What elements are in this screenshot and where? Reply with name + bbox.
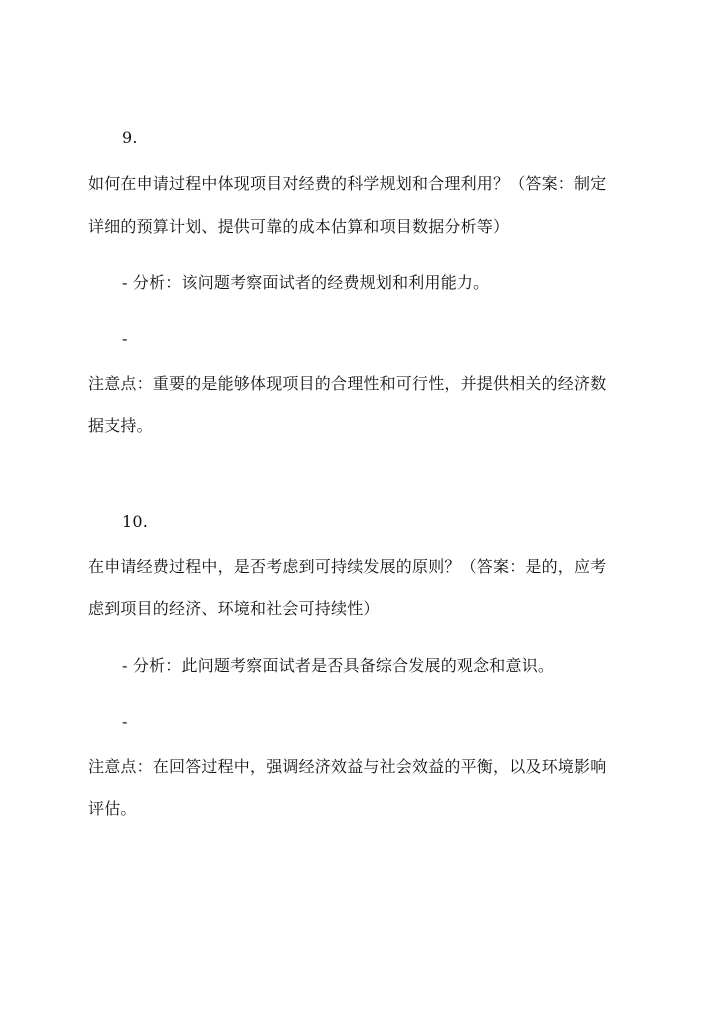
analysis-text: - 分析：该问题考察面试者的经费规划和利用能力。 bbox=[122, 273, 490, 292]
question-number: 10. bbox=[122, 512, 149, 531]
note-text-line: 据支持。 bbox=[88, 416, 153, 435]
question-text-line: 如何在申请过程中体现项目对经费的科学规划和合理利用？（答案：制定 bbox=[88, 174, 607, 193]
question-text-line: 详细的预算计划、提供可靠的成本估算和项目数据分析等） bbox=[88, 217, 510, 236]
analysis-text: - 分析：此问题考察面试者是否具备综合发展的观念和意识。 bbox=[122, 656, 555, 675]
question-text-line: 在申请经费过程中，是否考虑到可持续发展的原则？（答案：是的，应考 bbox=[88, 557, 607, 576]
note-text-line: 注意点：在回答过程中，强调经济效益与社会效益的平衡，以及环境影响 bbox=[88, 757, 607, 776]
dash-marker: - bbox=[122, 329, 128, 348]
dash-marker: - bbox=[122, 712, 128, 731]
note-text-line: 评估。 bbox=[88, 799, 137, 818]
note-text-line: 注意点：重要的是能够体现项目的合理性和可行性，并提供相关的经济数 bbox=[88, 374, 607, 393]
question-text-line: 虑到项目的经济、环境和社会可持续性） bbox=[88, 599, 380, 618]
question-number: 9. bbox=[122, 128, 138, 147]
